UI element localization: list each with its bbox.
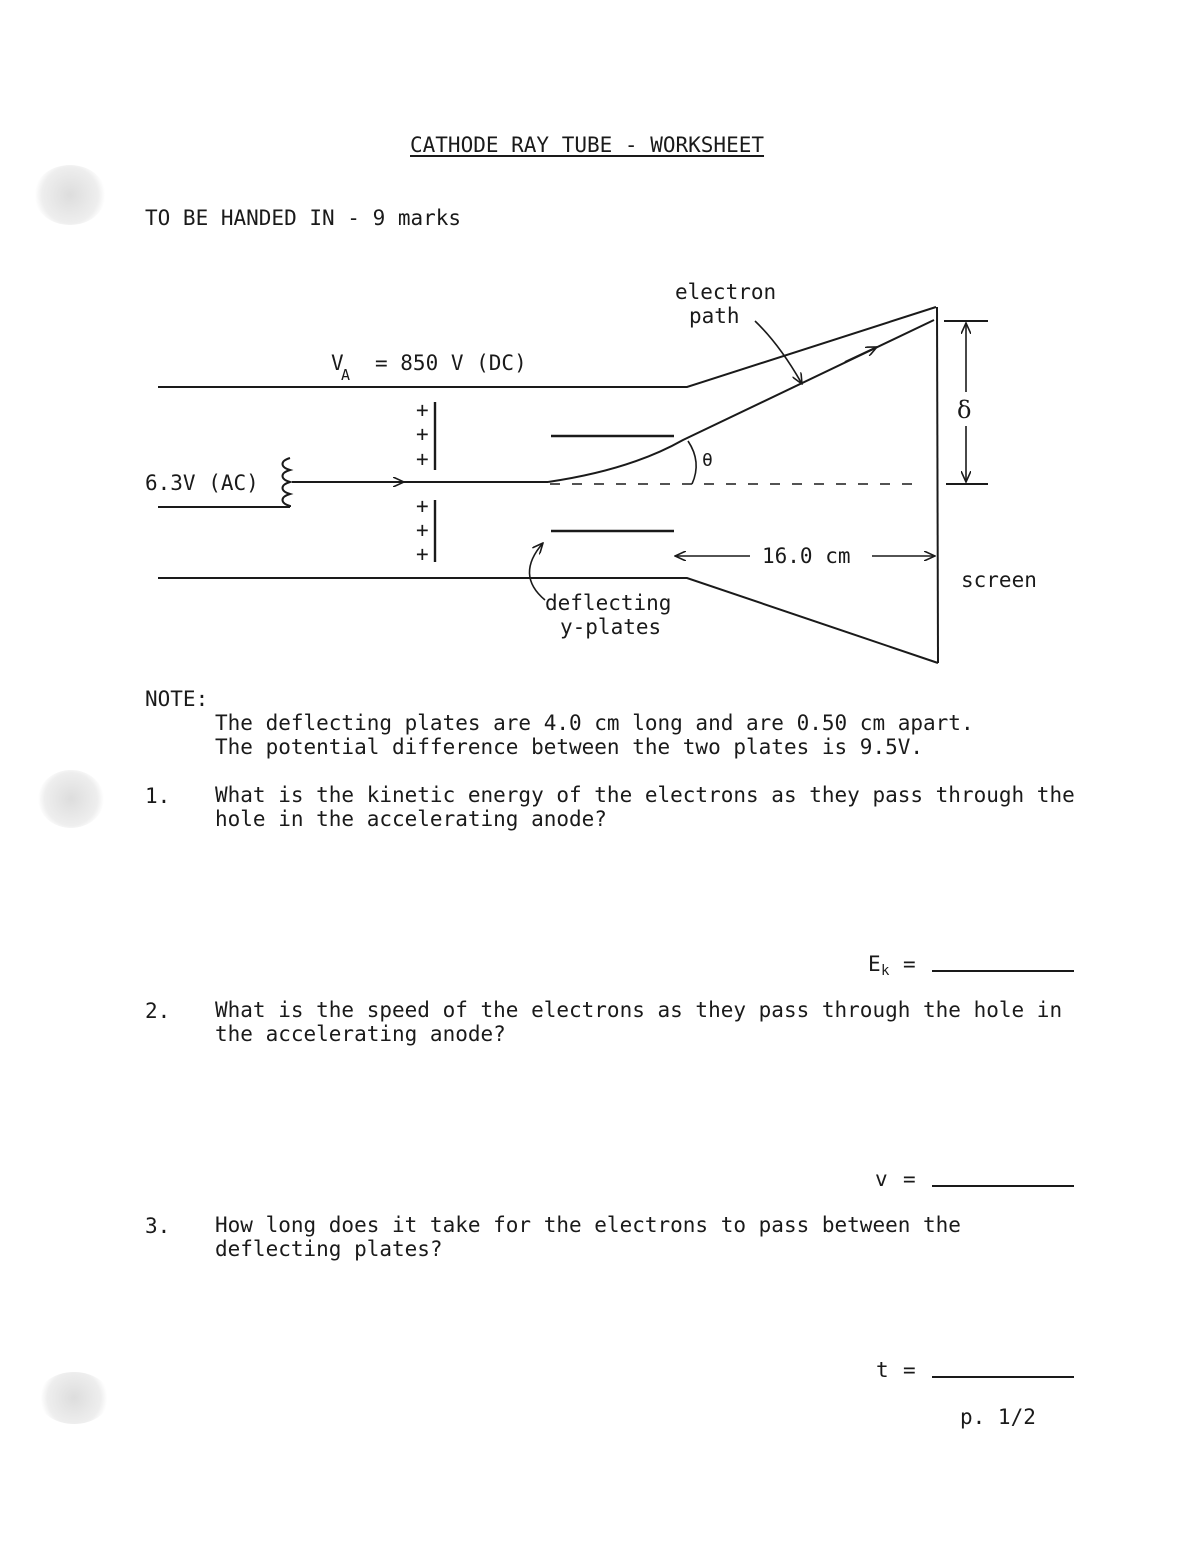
electron-path-label: electron bbox=[675, 280, 777, 304]
anode-voltage-symbol: V bbox=[331, 351, 344, 375]
delta-label: δ bbox=[957, 396, 972, 424]
anode-plus-sign: + bbox=[416, 518, 429, 542]
anode-voltage-value: = 850 V (DC) bbox=[375, 351, 527, 375]
answer-subscript: k bbox=[881, 963, 890, 979]
heater-voltage-label: 6.3V (AC) bbox=[145, 471, 259, 495]
note-line: The potential difference between the two plates is 9.5V. bbox=[215, 735, 924, 759]
answer-symbol: E bbox=[868, 952, 881, 976]
question-number: 1. bbox=[145, 784, 171, 808]
note-label: NOTE: bbox=[145, 687, 209, 711]
answer-equals: = bbox=[903, 952, 916, 976]
anode-plus-sign: + bbox=[416, 542, 429, 566]
cathode-ray-tube-diagram bbox=[0, 0, 1200, 700]
question-number: 2. bbox=[145, 999, 171, 1023]
plates-leader bbox=[529, 543, 545, 600]
anode-voltage-subscript: A bbox=[341, 366, 351, 384]
electron-path-label: path bbox=[689, 304, 740, 328]
deflecting-plates-label: deflecting bbox=[545, 591, 672, 615]
hand-in-note: TO BE HANDED IN - 9 marks bbox=[145, 206, 462, 230]
answer-blank-kinetic-energy[interactable] bbox=[932, 950, 1074, 972]
distance-label: 16.0 cm bbox=[762, 544, 851, 568]
heater-coil-icon bbox=[283, 458, 291, 507]
theta-label: θ bbox=[702, 450, 713, 471]
punch-hole-mark bbox=[38, 1372, 110, 1424]
angle-arc bbox=[688, 441, 696, 484]
anode-plus-sign: + bbox=[416, 494, 429, 518]
page-title: CATHODE RAY TUBE - WORKSHEET bbox=[410, 133, 765, 157]
answer-equals: = bbox=[903, 1358, 916, 1382]
question-text: What is the kinetic energy of the electrons as they pass through the hole in the accelerating anode? bbox=[215, 783, 1075, 831]
punch-hole-mark bbox=[38, 770, 104, 828]
answer-blank-time[interactable] bbox=[932, 1356, 1074, 1378]
tube-screen bbox=[937, 307, 938, 663]
answer-symbol: t bbox=[876, 1358, 889, 1382]
question-text: How long does it take for the electrons to pass between the deflecting plates? bbox=[215, 1213, 961, 1261]
anode-plus-sign: + bbox=[416, 447, 429, 471]
electron-path-arrowhead bbox=[845, 347, 877, 362]
answer-blank-speed[interactable] bbox=[932, 1165, 1074, 1187]
deflecting-plates-label: y-plates bbox=[560, 615, 662, 639]
question-number: 3. bbox=[145, 1214, 171, 1238]
anode-plus-sign: + bbox=[416, 398, 429, 422]
page-number: p. 1/2 bbox=[960, 1405, 1036, 1429]
screen-label: screen bbox=[961, 568, 1037, 592]
question-text: What is the speed of the electrons as they pass through the hole in the accelerating anode? bbox=[215, 998, 1063, 1046]
answer-equals: = bbox=[903, 1167, 916, 1191]
answer-symbol: v bbox=[875, 1167, 888, 1191]
anode-plus-sign: + bbox=[416, 422, 429, 446]
note-line: The deflecting plates are 4.0 cm long and are 0.50 cm apart. bbox=[215, 711, 974, 735]
electron-path-curve bbox=[548, 320, 934, 482]
